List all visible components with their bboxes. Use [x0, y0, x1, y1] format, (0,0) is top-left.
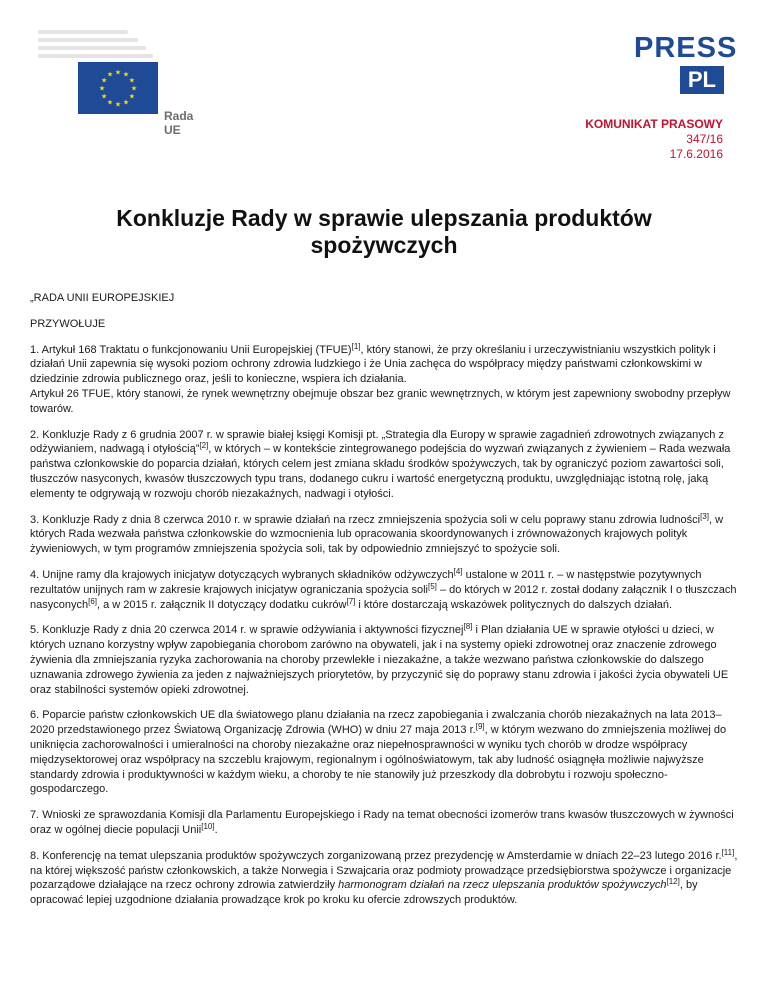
language-badge: PL	[680, 66, 724, 94]
paragraph-text: ustalone w 2011 r. – w następstwie pozytywnych rezultatów unijnych ram w zakresie krajowych inicjatyw ograniczania spożycia soli	[30, 568, 702, 596]
paragraph-text: 2. Konkluzje Rady z 6 grudnia 2007 r. w sprawie białej księgi Komisji pt. „Strategia dla Europy w sprawie zagadnień zdrowotnych związanych z odżywianiem, nadwagą i otyłością”	[30, 428, 724, 456]
paragraph-text: 6. Poparcie państw członkowskich UE dla światowego planu działania na rzecz zapobiegania i zwalczania chorób niezakaźnych na lata 2013–2020 przedstawionego przez Światową Organizację Zdrowia (WHO) w dniu 27 maja 2013 r.	[30, 709, 722, 737]
release-number: 347/16	[686, 132, 723, 146]
star-icon: ★	[130, 85, 138, 93]
footnote-link[interactable]: [9]	[475, 722, 485, 732]
star-icon: ★	[122, 71, 130, 79]
paragraph-5	[30, 623, 740, 697]
footnote-link[interactable]: [2]	[199, 441, 209, 451]
footnote-link[interactable]: [7]	[346, 596, 356, 606]
paragraph-6	[30, 708, 740, 797]
release-meta	[585, 117, 723, 162]
star-icon: ★	[128, 93, 136, 101]
recital-heading: PRZYWOŁUJE	[30, 317, 106, 330]
star-icon: ★	[98, 85, 106, 93]
paragraph-italic-text: harmonogram działań na rzecz ulepszania produktów spożywczych	[338, 879, 667, 892]
footnote-link[interactable]: [4]	[453, 566, 463, 576]
paragraph-text: , w którym wezwano do zmniejszenia możliwej do uniknięcia zachorowalności i umieralności na choroby niezakaźne oraz niepełnosprawności w wyniku tych chorób w drodze współpracy międzysektorowej oraz współpracy na szczeblu krajowym, regionalnym i ogólnoświatowym, tak aby ludność osiągnęła możliwie najwyższe standardy zdrowia i produktywności w każdym wieku, a choroby te nie stanowiły już przeszkody dla dobrobytu i rozwoju społeczno-gospodarczego.	[30, 724, 727, 796]
paragraph-text: , w których – w kontekście zintegrowanego podejścia do wyzwań związanych z żywieniem – Rada wezwała państwa członkowskie do poparcia działań, których celem jest zmiana składu środków spożywczych, tak by ograniczyć poziom zawartości soli, tłuszczów nasyconych, kwasów tłuszczowych typu trans, dodanego cukru i wartość energetyczną produktu, uwzględniając istotną rolę, jaką elementy te odgrywają w rozwoju chorób niezakaźnych, nadwagi i otyłości.	[30, 443, 731, 500]
paragraph-text: 4. Unijne ramy dla krajowych inicjatyw dotyczących wybranych składników odżywczych	[30, 568, 454, 581]
eu-flag-icon	[78, 62, 158, 114]
press-logo	[634, 32, 738, 94]
footnote-link[interactable]: [11]	[721, 847, 735, 857]
paragraph-1	[30, 343, 740, 417]
paragraph-text: 5. Konkluzje Rady z dnia 20 czerwca 2014 r. w sprawie odżywiania i aktywności fizycznej	[30, 624, 464, 637]
paragraph-text: , by opracować lepiej uzgodnione działania prowadzące krok po kroku ku ofercie zdrowszych produktów.	[30, 879, 698, 907]
paragraph-text: , który stanowi, że przy określaniu i urzeczywistnianiu wszystkich polityk i działań Unii zapewnia się wysoki poziom ochrony zdrowia ludzkiego i że Unia zachęca do współpracy między państwami członkowskimi w dziedzinie zdrowia publicznego oraz, jeśli to konieczne, wspiera ich działania.	[30, 343, 716, 386]
star-icon: ★	[100, 93, 108, 101]
paragraph-7	[30, 808, 740, 838]
paragraph-text: , w których Rada wezwała państwa członkowskie do wzmocnienia lub opracowania skoordynowanych i zrównoważonych krajowych polityk żywieniowych, w tym programów zmniejszenia spożycia soli, tak by odpowiednio zmniejszyć to spożycie soli.	[30, 513, 724, 556]
opening-line: „RADA UNII EUROPEJSKIEJ	[30, 292, 175, 304]
paragraph-4	[30, 568, 740, 612]
footnote-link[interactable]: [6]	[88, 596, 97, 606]
footnote-link[interactable]: [8]	[463, 622, 473, 632]
paragraph-text: 7. Wnioski ze sprawozdania Komisji dla Parlamentu Europejskiego i Rady na temat obecności izomerów trans kwasów tłuszczowych w żywności oraz w ogólnej diecie populacji Unii	[30, 809, 734, 836]
paragraph-text: i które dostarczają wskazówek politycznych do dalszych działań.	[355, 598, 673, 611]
logo-band	[38, 30, 128, 34]
paragraph-text: .	[214, 823, 218, 836]
council-logo	[38, 30, 194, 137]
paragraph-text: 1. Artykuł 168 Traktatu o funkcjonowaniu Unii Europejskiej (TFUE)	[30, 343, 352, 356]
org-label: Rada UE	[164, 109, 194, 137]
star-icon: ★	[106, 71, 114, 79]
footnote-link[interactable]: [12]	[666, 877, 680, 887]
star-icon: ★	[114, 101, 122, 109]
paragraph-text: Artykuł 26 TFUE, który stanowi, że rynek wewnętrzny obejmuje obszar bez granic wewnętrznych, w którym jest zapewniony swobodny przepływ towarów.	[30, 387, 731, 415]
footnote-link[interactable]: [10]	[201, 821, 215, 831]
paragraph-2	[30, 428, 740, 502]
paragraph-text: i Plan działania UE w sprawie otyłości u dzieci, w których uznano korzystny wpływ zapobiegania chorobom zarówno na obywateli, jak i na systemy opieki zdrowotnej oraz znaczenie zdrowego żywienia dla zmniejszania ryzyka zachorowania na choroby przewlekłe i niezakaźne, a także wezwano państwa członkowskie do dalszego uznawania zdrowego żywienia za jeden z najważniejszych priorytetów, by przyczynić się do poprawy stanu zdrowia i jakości życia obywateli UE oraz stabilności systemów opieki zdrowotnej.	[30, 624, 729, 696]
logo-band	[38, 54, 153, 58]
star-icon: ★	[106, 99, 114, 107]
footnote-link[interactable]: [3]	[700, 511, 710, 521]
paragraph-text: – do których w 2012 r. został dodany załącznik I o tłuszczach nasyconych	[30, 583, 737, 611]
logo-band	[38, 38, 138, 42]
paragraph-text: , a w 2015 r. załącznik II dotyczący dodatku cukrów	[97, 598, 347, 611]
paragraph-text: 8. Konferencję na temat ulepszania produktów spożywczych zorganizowaną przez prezydencję w Amsterdamie w dniach 22–23 lutego 2016 r.	[30, 849, 722, 862]
star-icon: ★	[114, 69, 122, 77]
paragraph-text: , na której większość państw członkowskich, a także Norwegia i Szwajcaria oraz podmioty prowadzące przedsiębiorstwa spożywcze i organizacje pozarządowe działające na rzecz ochrony zdrowia zatwierdziły	[30, 849, 738, 892]
release-kind: KOMUNIKAT PRASOWY	[585, 117, 723, 131]
star-icon: ★	[128, 77, 136, 85]
logo-band	[38, 46, 146, 50]
paragraph-3	[30, 513, 740, 557]
release-date: 17.6.2016	[669, 147, 723, 161]
paragraph-text: 3. Konkluzje Rady z dnia 8 czerwca 2010 r. w sprawie działań na rzecz zmniejszenia spożycia soli w celu poprawy stanu zdrowia ludności	[30, 513, 701, 526]
press-word: PRESS	[634, 32, 738, 64]
page-title: Konkluzje Rady w sprawie ulepszania produktów spożywczych	[116, 205, 652, 258]
paragraph-8	[30, 849, 740, 908]
star-icon: ★	[100, 77, 108, 85]
footnote-link[interactable]: [1]	[351, 341, 361, 351]
footnote-link[interactable]: [5]	[428, 581, 437, 591]
document-body	[30, 291, 740, 919]
star-icon: ★	[122, 99, 130, 107]
